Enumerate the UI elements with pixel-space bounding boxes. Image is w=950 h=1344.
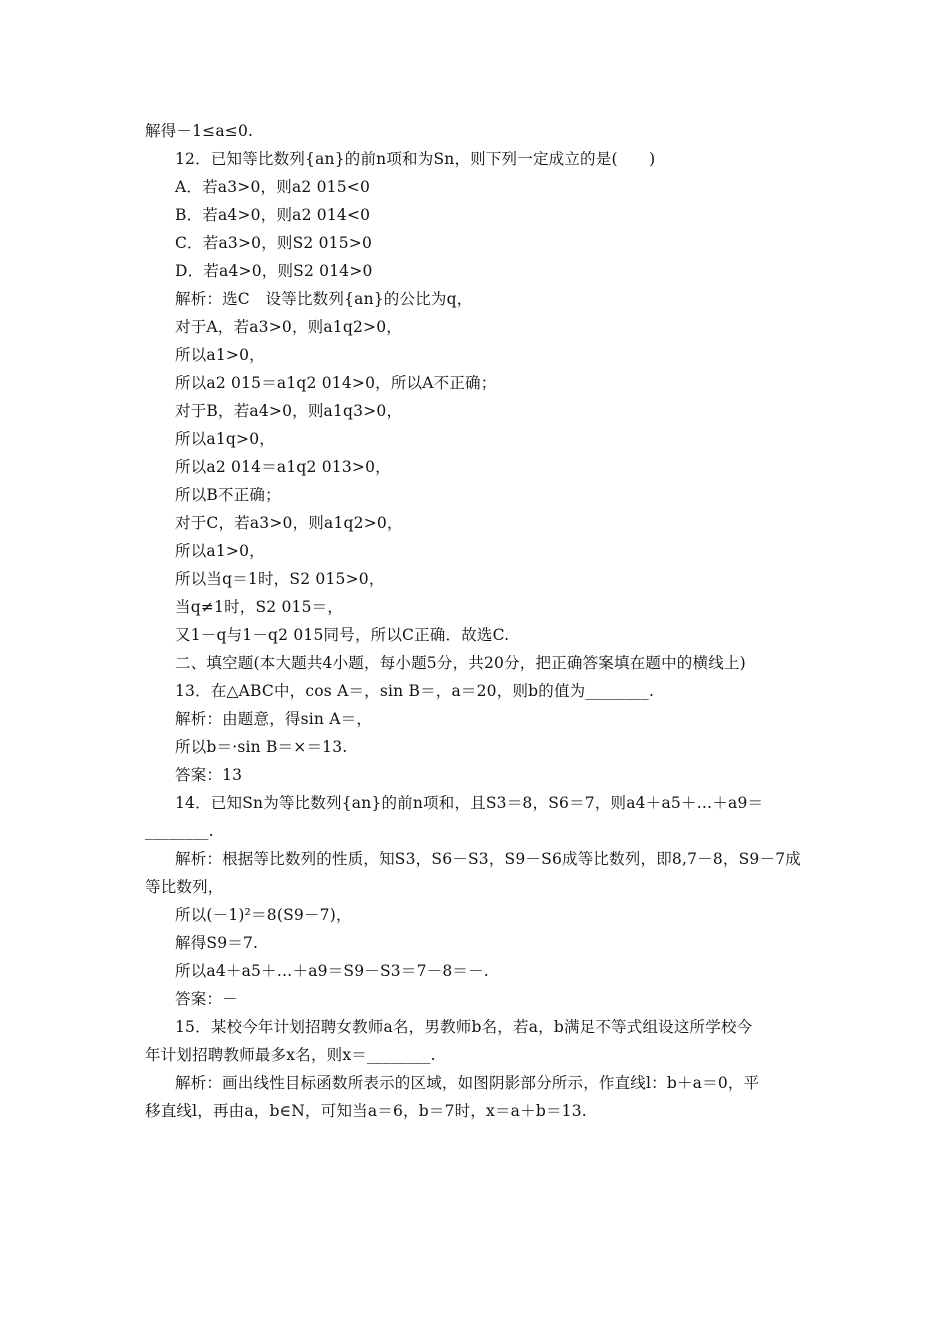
option-c: C．若a3>0，则S2 015>0 — [175, 234, 373, 252]
text-line: 所以a1>0， — [175, 542, 265, 560]
text-line: 解得S9＝7. — [175, 934, 259, 952]
text-line: 所以a2 015＝a1q2 014>0，所以A不正确； — [175, 374, 497, 392]
text-line: 等比数列， — [145, 878, 224, 896]
text-line: 对于B，若a4>0，则a1q3>0， — [175, 402, 403, 420]
option-b: B．若a4>0，则a2 014<0 — [175, 206, 371, 224]
text-line: 对于A，若a3>0，则a1q2>0， — [175, 318, 402, 336]
text-line: 解得－1≤a≤0. — [145, 122, 254, 140]
text-line: 所以a1q>0， — [175, 430, 275, 448]
text-line: 所以a1>0， — [175, 346, 265, 364]
answer-line: 答案：13 — [175, 766, 243, 784]
answer-line: 答案：－ — [175, 990, 238, 1008]
text-line: 所以当q＝1时，S2 015>0， — [175, 570, 385, 588]
option-a: A．若a3>0，则a2 015<0 — [175, 178, 371, 196]
text-line: 当q≠1时，S2 015＝， — [175, 598, 344, 616]
text-line: 解析：根据等比数列的性质，知S3，S6－S3，S9－S6成等比数列，即8,7－8，S9－7成 — [175, 850, 801, 868]
option-d: D．若a4>0，则S2 014>0 — [175, 262, 373, 280]
question-15: 15．某校今年计划招聘女教师a名，男教师b名，若a，b满足不等式组设这所学校今 — [175, 1018, 753, 1036]
text-line: 所以b＝·sin B＝×＝13. — [175, 738, 348, 756]
text-line: 解析：画出线性目标函数所表示的区域，如图阴影部分所示，作直线l：b＋a＝0，平 — [175, 1074, 760, 1092]
text-line: 对于C，若a3>0，则a1q2>0， — [175, 514, 403, 532]
text-line: 解析：选C 设等比数列{an}的公比为q， — [175, 290, 473, 308]
text-line: 所以B不正确； — [175, 486, 281, 504]
question-13: 13．在△ABC中，cos A＝，sin B＝，a＝20，则b的值为________. — [175, 682, 655, 700]
section-heading: 二、填空题(本大题共4小题，每小题5分，共20分，把正确答案填在题中的横线上) — [175, 654, 746, 672]
question-12: 12．已知等比数列{an}的前n项和为Sn，则下列一定成立的是( ) — [175, 150, 656, 168]
text-line: ________. — [145, 822, 214, 840]
question-14: 14．已知Sn为等比数列{an}的前n项和，且S3＝8，S6＝7，则a4＋a5＋…＋a9＝ — [175, 794, 764, 812]
text-line: 所以(－1)²＝8(S9－7)， — [175, 906, 352, 924]
text-line: 解析：由题意，得sin A＝， — [175, 710, 373, 728]
text-line: 移直线l，再由a，b∈N，可知当a＝6，b＝7时，x＝a＋b＝13. — [145, 1102, 587, 1120]
text-line: 所以a4＋a5＋…＋a9＝S9－S3＝7－8＝－. — [175, 962, 489, 980]
text-line: 又1－q与1－q2 015同号，所以C正确．故选C. — [175, 626, 510, 644]
text-line: 所以a2 014＝a1q2 013>0， — [175, 458, 391, 476]
text-line: 年计划招聘教师最多x名，则x＝________. — [145, 1046, 436, 1064]
